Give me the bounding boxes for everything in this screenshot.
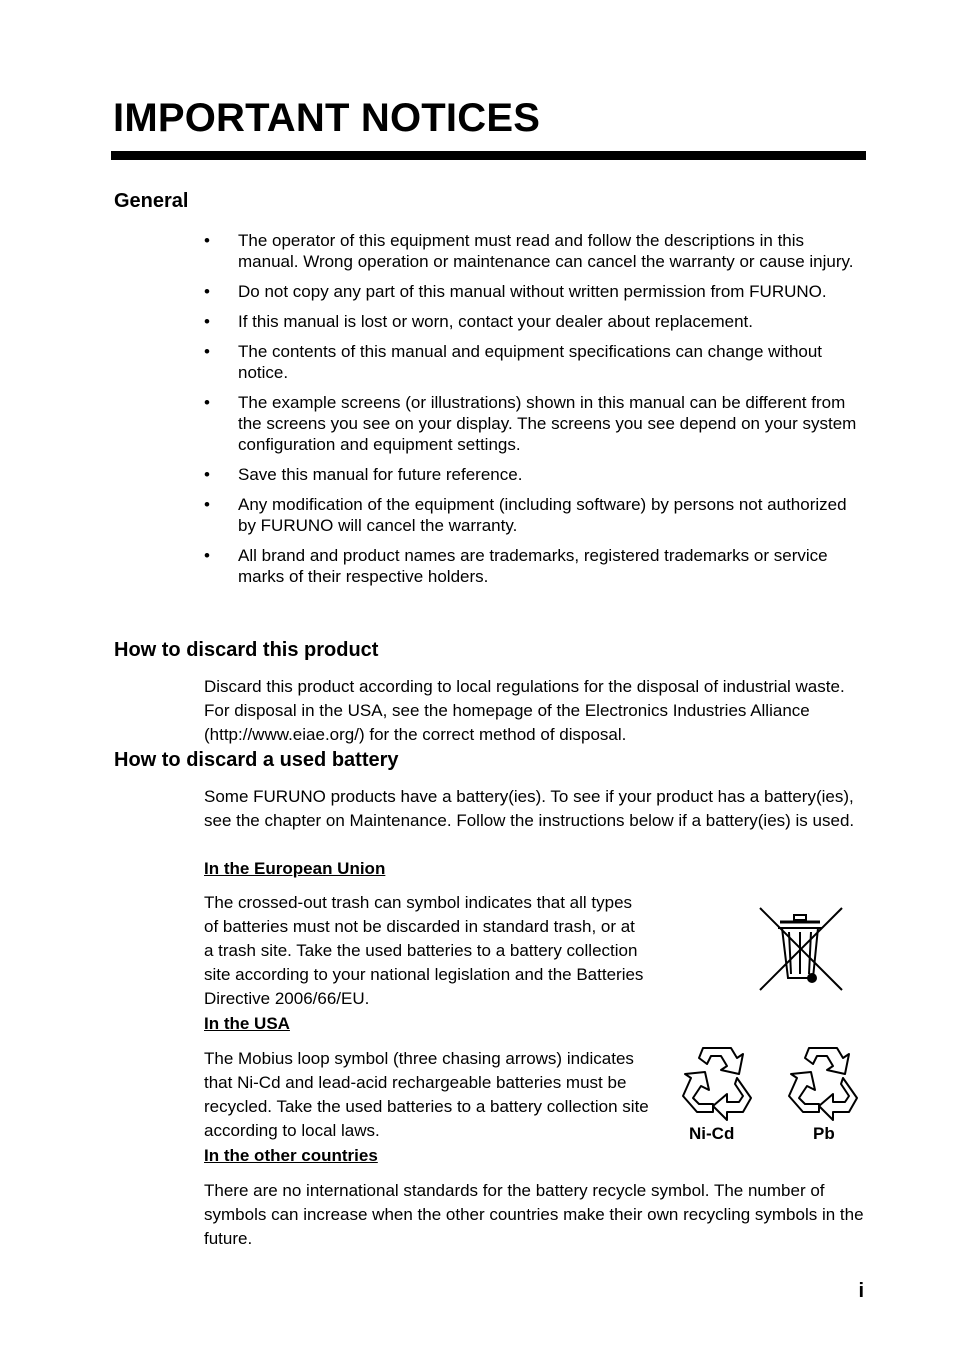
section-heading-general: General <box>114 190 189 212</box>
usa-text: The Mobius loop symbol (three chasing arrows) indicates that Ni-Cd and lead-acid rechargeable batteries must be recycled. Take the used batteries to a battery collection site according to local laws. <box>204 1049 649 1140</box>
list-item: • The contents of this manual and equipment specifications can change without notice. <box>204 341 864 383</box>
pb-label: Pb <box>813 1124 835 1143</box>
list-item: • Do not copy any part of this manual without written permission from FURUNO. <box>204 281 864 302</box>
page-number: i <box>858 1280 864 1302</box>
list-item: • The example screens (or illustrations) shown in this manual can be different from the screens you see on your display. The screens you see depend on your system configuration and equipment settings. <box>204 392 864 455</box>
ni-cd-label: Ni-Cd <box>689 1124 735 1143</box>
mobius-loop-icon <box>783 1044 863 1122</box>
mobius-loop-icon <box>677 1044 757 1122</box>
discard-product-text: Discard this product according to local regulations for the disposal of industrial waste. For disposal in the USA, see the homepage of the Electronics Industries Alliance (http://www.eiae.org/) for the correct method of disposal. <box>204 677 845 744</box>
subheading-usa: In the USA <box>204 1014 290 1033</box>
section-heading-discard-product: How to discard this product <box>114 639 379 661</box>
subheading-other-countries: In the other countries <box>204 1146 378 1165</box>
subheading-eu: In the European Union <box>204 859 386 878</box>
battery-intro-text: Some FURUNO products have a battery(ies). To see if your product has a battery(ies), see the chapter on Maintenance. Follow the instructions below if a battery(ies) is used. <box>204 787 855 830</box>
general-bullet-list <box>204 230 864 596</box>
list-item: • If this manual is lost or worn, contact your dealer about replacement. <box>204 311 864 332</box>
other-countries-text: There are no international standards for the battery recycle symbol. The number of symbols can increase when the other countries make their own recycling symbols in the future. <box>204 1181 864 1248</box>
list-item: • Any modification of the equipment (including software) by persons not authorized by FURUNO will cancel the warranty. <box>204 494 864 536</box>
eu-text: The crossed-out trash can symbol indicates that all types of batteries must not be discarded in standard trash, or at a trash site. Take the used batteries to a battery collection site according to your national legislation and the Batteries Directive 2006/66/EU. <box>204 893 644 1008</box>
list-item: • The operator of this equipment must read and follow the descriptions in this manual. Wrong operation or maintenance can cancel the warranty or cause injury. <box>204 230 864 272</box>
section-heading-discard-battery: How to discard a used battery <box>114 749 399 771</box>
list-item: • All brand and product names are trademarks, registered trademarks or service marks of their respective holders. <box>204 545 864 587</box>
list-item: • Save this manual for future reference. <box>204 464 864 485</box>
crossed-out-trash-can-icon <box>758 906 844 992</box>
title-rule <box>111 151 866 160</box>
page-title: IMPORTANT NOTICES <box>113 96 541 140</box>
